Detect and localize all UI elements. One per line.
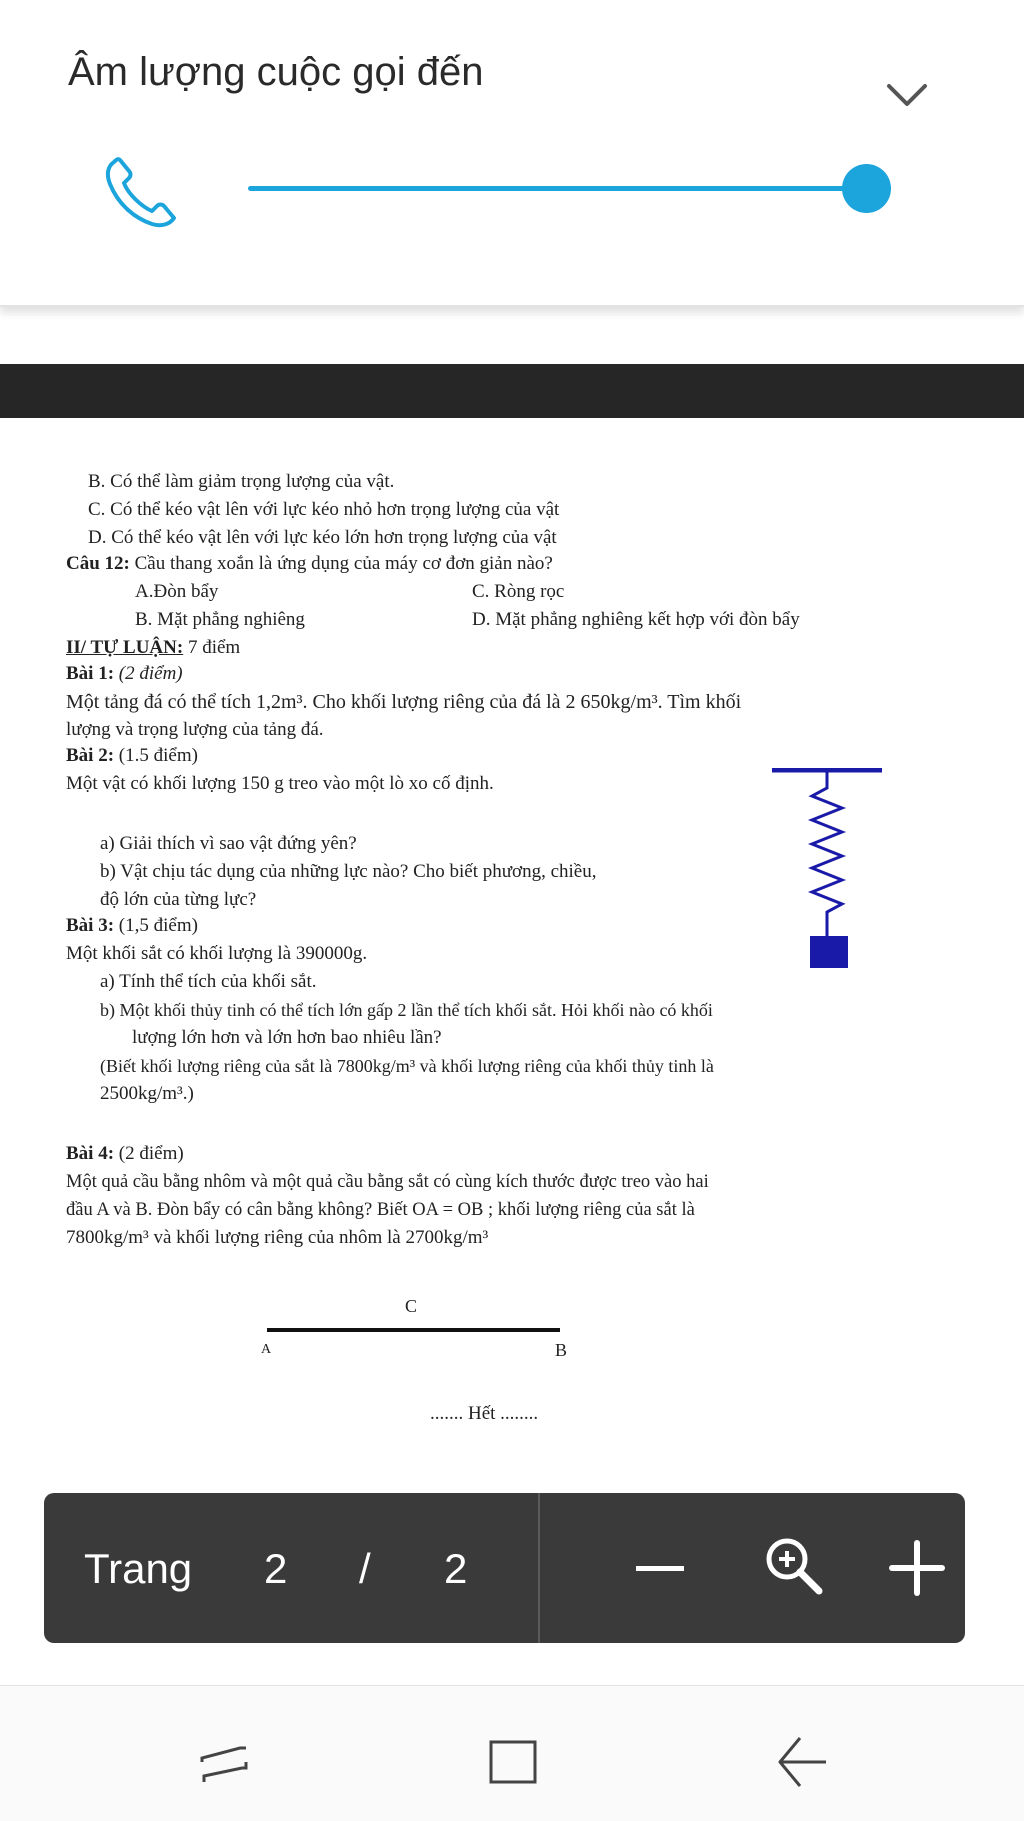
doc-line: Một quả cầu bằng nhôm và một quả cầu bằng sắt có cùng kích thước được treo vào hai	[66, 1172, 709, 1192]
doc-line: D. Có thể kéo vật lên với lực kéo lớn hơn trọng lượng của vật	[88, 527, 557, 548]
bai-points: (2 điểm)	[118, 1143, 184, 1164]
bai-points: (2 điểm)	[118, 663, 183, 684]
doc-line: a) Giải thích vì sao vật đứng yên?	[100, 833, 357, 854]
lever-label-b: B	[555, 1340, 568, 1360]
doc-line: Một tảng đá có thể tích 1,2m³. Cho khối lượng riêng của đá là 2 650kg/m³. Tìm khối	[66, 691, 742, 713]
page-label: Trang	[84, 1545, 193, 1592]
doc-line: b) Vật chịu tác dụng của những lực nào? Cho biết phương, chiều,	[100, 861, 597, 882]
volume-title: Âm lượng cuộc gọi đến	[68, 50, 484, 94]
doc-line: độ lớn của từng lực?	[100, 889, 257, 910]
doc-line: 2500kg/m³.)	[100, 1083, 194, 1104]
bai3-heading	[66, 914, 198, 938]
bai1-heading	[66, 662, 183, 686]
doc-line: lượng và trọng lượng của tảng đá.	[66, 719, 324, 740]
navigation-bar	[0, 1685, 1024, 1821]
bai-label: Bài 3:	[66, 915, 115, 936]
bai4-heading	[66, 1142, 184, 1166]
doc-line: 7800kg/m³ và khối lượng riêng của nhôm là 2700kg/m³	[66, 1227, 489, 1248]
lever-diagram	[255, 1288, 575, 1368]
plus-icon[interactable]	[882, 1533, 952, 1603]
spring-diagram	[770, 768, 890, 968]
zoom-out-button[interactable]	[624, 1538, 694, 1598]
bai-points: (1,5 điểm)	[118, 915, 198, 936]
doc-line: B. Có thể làm giảm trọng lượng của vật.	[88, 471, 395, 492]
question-text: Cầu thang xoắn là ứng dụng của máy cơ đơn giản nào?	[134, 553, 553, 574]
question-12	[66, 552, 553, 576]
section-heading	[66, 636, 240, 660]
bai-points: (1.5 điểm)	[118, 745, 198, 766]
bai-label: Bài 1:	[66, 663, 115, 684]
phone-icon	[100, 152, 180, 232]
recent-apps-icon[interactable]	[190, 1726, 260, 1796]
page-toolbar	[44, 1493, 965, 1643]
volume-panel	[0, 0, 1024, 307]
end-marker: ....... Hết ........	[430, 1403, 539, 1424]
doc-line: Một vật có khối lượng 150 g treo vào một lò xo cố định.	[66, 773, 494, 794]
section-points: 7 điểm	[187, 637, 241, 658]
answer-b: B. Mặt phẳng nghiêng	[135, 609, 305, 630]
bai2-heading	[66, 744, 198, 768]
doc-line: a) Tính thể tích của khối sắt.	[100, 971, 317, 992]
doc-line: Một khối sắt có khối lượng là 390000g.	[66, 943, 368, 964]
section-title: II/ TỰ LUẬN:	[66, 637, 184, 658]
document-header-bar	[0, 364, 1024, 418]
current-page[interactable]: 2	[264, 1545, 288, 1592]
doc-line: C. Có thể kéo vật lên với lực kéo nhỏ hơn trọng lượng của vật	[88, 499, 560, 520]
doc-line: lượng lớn hơn và lớn hơn bao nhiêu lần?	[132, 1027, 442, 1048]
lever-label-c: C	[405, 1296, 418, 1316]
home-icon[interactable]	[477, 1726, 547, 1796]
volume-slider-thumb[interactable]	[842, 164, 891, 213]
chevron-down-icon[interactable]	[885, 80, 929, 110]
page-separator: /	[359, 1545, 371, 1592]
bai-label: Bài 2:	[66, 745, 115, 766]
answer-c: C. Ròng rọc	[472, 581, 565, 602]
answer-d: D. Mặt phẳng nghiêng kết hợp với đòn bẩy	[472, 609, 800, 630]
bai-label: Bài 4:	[66, 1143, 115, 1164]
question-label: Câu 12:	[66, 553, 130, 574]
back-icon[interactable]	[768, 1726, 838, 1796]
toolbar-divider	[538, 1493, 540, 1643]
zoom-in-magnifier-icon[interactable]	[759, 1531, 829, 1601]
volume-slider-track[interactable]	[248, 186, 868, 191]
doc-line: b) Một khối thủy tinh có thể tích lớn gấp 2 lần thể tích khối sắt. Hỏi khối nào có khối	[100, 1000, 713, 1020]
lever-label-a: A	[261, 1342, 272, 1357]
total-pages: 2	[444, 1545, 468, 1592]
answer-a: A.Đòn bẩy	[135, 581, 219, 602]
doc-line: (Biết khối lượng riêng của sắt là 7800kg/m³ và khối lượng riêng của khối thủy tinh là	[100, 1056, 714, 1076]
doc-line: đầu A và B. Đòn bẩy có cân bằng không? Biết OA = OB ; khối lượng riêng của sắt là	[66, 1200, 695, 1220]
minus-icon	[636, 1566, 684, 1571]
